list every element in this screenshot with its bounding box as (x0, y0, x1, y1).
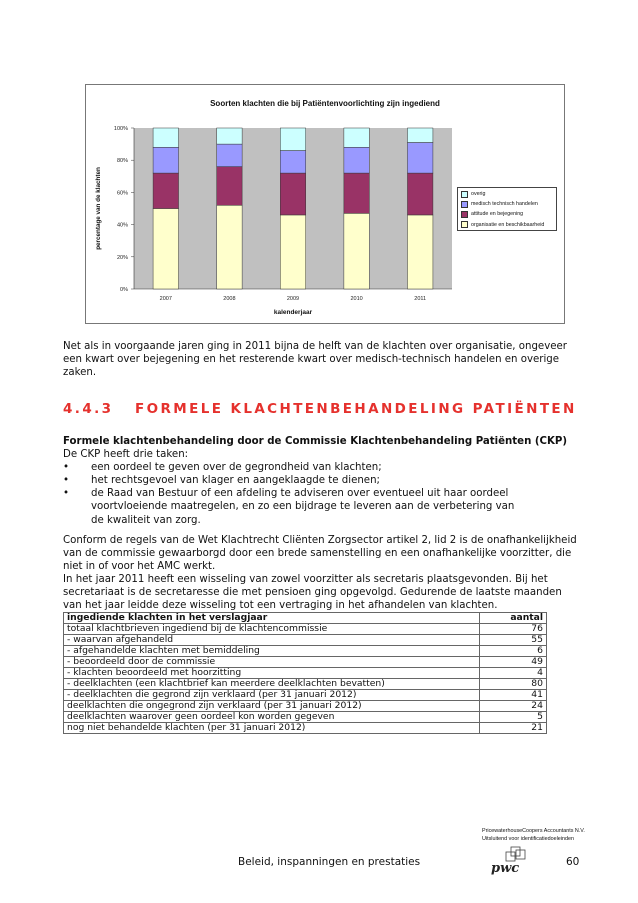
task-text: voortvloeiende maatregelen, en zo een bijdrage te leveren aan de verbetering van (91, 501, 515, 513)
row-count: 24 (480, 701, 547, 712)
y-tick-label: 100% (113, 126, 128, 132)
bullet-marker (63, 514, 91, 527)
table-row (64, 635, 547, 646)
row-label: totaal klachtbrieven ingediend bij de klachtencommissie (64, 624, 480, 635)
bullet-marker: • (63, 488, 70, 500)
independence-line: secretariaat is de secretaresse die met pensioen ging opgevolgd. Gedurende de laatste maanden (63, 587, 562, 599)
bar-segment (217, 167, 242, 206)
task-list-item (63, 514, 583, 527)
table-row (64, 723, 547, 734)
row-label: - klachten beoordeeld met hoorzitting (64, 668, 480, 679)
row-label: - waarvan afgehandeld (64, 635, 480, 646)
independence-line: van het jaar leidde deze wisseling tot een vertraging in het afhandelen van klachten. (63, 600, 498, 612)
ckp-subheading: Formele klachtenbehandeling door de Commissie Klachtenbehandeling Patiënten (CKP) (63, 436, 568, 447)
bar-segment (280, 128, 305, 151)
legend-label: overig (471, 191, 486, 198)
legend-label: medisch technisch handelen (471, 201, 538, 208)
bullet-marker: • (63, 475, 70, 487)
bar-segment (407, 215, 432, 289)
y-tick-label: 60% (116, 190, 128, 197)
table-row (64, 657, 547, 668)
legend-label: attitude en bejegening (471, 211, 524, 218)
table-row (64, 679, 547, 690)
legend-swatch (461, 221, 468, 228)
bar-segment (217, 205, 242, 289)
bar-segment (344, 128, 369, 147)
chart-title: Soorten klachten die bij Patiëntenvoorlichting zijn ingediend (210, 99, 440, 108)
bar-segment (280, 151, 305, 174)
section-heading (63, 401, 577, 417)
y-tick-label: 80% (116, 158, 128, 165)
y-axis-label: percentage van de klachten (95, 167, 102, 250)
page-footer-title: Beleid, inspanningen en prestaties (238, 856, 421, 868)
x-axis-label: kalenderjaar (273, 309, 313, 316)
legend-item (461, 189, 553, 199)
pwc-logo (489, 846, 531, 876)
table-row (64, 668, 547, 679)
task-text: de Raad van Bestuur of een afdeling te adviseren over eventueel uit haar oordeel (91, 488, 509, 500)
bar-segment (344, 173, 369, 213)
table-header-label: ingediende klachten in het verslagjaar (64, 613, 480, 624)
legend-label: organisatie en beschikbaarheid (471, 221, 545, 228)
row-count: 21 (480, 723, 547, 734)
bar-segment (217, 128, 242, 144)
x-tick-label: 2009 (286, 296, 300, 302)
summary-paragraph (63, 340, 583, 379)
bar-segment (153, 173, 178, 208)
table-header-row (64, 613, 547, 624)
x-tick-label: 2007 (159, 296, 172, 302)
bar-segment (153, 128, 178, 147)
legend-swatch (461, 191, 468, 198)
independence-line: In het jaar 2011 heeft een wisseling van zowel voorzitter als secretaris plaatsgevonden. Bij het (63, 574, 548, 586)
task-list-item (63, 461, 583, 474)
task-list (63, 461, 583, 526)
x-tick-label: 2010 (350, 296, 363, 302)
row-count: 55 (480, 635, 547, 646)
ckp-intro: De CKP heeft drie taken: (63, 449, 189, 461)
complaints-table (63, 612, 547, 734)
row-count: 76 (480, 624, 547, 635)
task-list-item (63, 474, 583, 487)
bar-segment (407, 128, 432, 142)
bar-segment (407, 142, 432, 173)
row-label: - deelklachten (een klachtbrief kan meerdere deelklachten bevatten) (64, 679, 480, 690)
row-count: 5 (480, 712, 547, 723)
chart-frame (85, 84, 565, 324)
bar-segment (344, 147, 369, 173)
auditor-stamp (482, 827, 585, 843)
independence-line: van de commissie gewaarborgd door een brede samenstelling en een onafhankelijke voorzitter, die (63, 548, 572, 560)
legend-item (461, 199, 553, 209)
task-text: de kwaliteit van zorg. (91, 514, 201, 526)
table-row (64, 701, 547, 712)
row-count: 4 (480, 668, 547, 679)
ckp-block (63, 435, 583, 527)
task-text: het rechtsgevoel van klager en aangeklaagde te dienen; (91, 475, 380, 487)
section-title: FORMELE KLACHTENBEHANDELING PATIËNTEN (135, 401, 577, 417)
row-count: 41 (480, 690, 547, 701)
table-row (64, 712, 547, 723)
task-list-item (63, 500, 583, 513)
x-tick-label: 2008 (223, 296, 236, 302)
task-text: een oordeel te geven over de gegrondheid van klachten; (91, 462, 382, 474)
y-tick-label: 0% (120, 287, 128, 293)
row-count: 6 (480, 646, 547, 657)
bar-segment (153, 147, 178, 173)
bullet-marker (63, 500, 91, 513)
bar-segment (344, 213, 369, 289)
summary-line: Net als in voorgaande jaren ging in 2011 bijna de helft van de klachten over organisatie, ongeveer (63, 341, 567, 352)
independence-line: Conform de regels van de Wet Klachtrecht Cliënten Zorgsector artikel 2, lid 2 is de onafhankelijkheid (63, 535, 577, 546)
auditor-name: PricewaterhouseCoopers Accountants N.V. (482, 828, 585, 834)
legend-item (461, 209, 553, 219)
row-label: - deelklachten die gegrond zijn verklaard (per 31 januari 2012) (64, 690, 480, 701)
table-row (64, 646, 547, 657)
row-label: - afgehandelde klachten met bemiddeling (64, 646, 480, 657)
y-tick-label: 40% (116, 222, 128, 229)
row-count: 49 (480, 657, 547, 668)
chart-legend (457, 187, 557, 231)
pwc-logo-text: pwc (491, 861, 520, 876)
bar-segment (407, 173, 432, 215)
row-label: deelklachten waarover geen oordeel kon worden gegeven (64, 712, 480, 723)
bar-segment (280, 215, 305, 289)
summary-line: een kwart over bejegening en het resterende kwart over medisch-technisch handelen en overige (63, 354, 560, 366)
row-label: - beoordeeld door de commissie (64, 657, 480, 668)
x-tick-label: 2011 (414, 296, 427, 302)
table-row (64, 624, 547, 635)
auditor-note: Uitsluitend voor identificatiedoeleinden (482, 836, 574, 842)
row-label: deelklachten die ongegrond zijn verklaard (per 31 januari 2012) (64, 701, 480, 712)
table-header-count: aantal (480, 613, 547, 624)
table-row (64, 690, 547, 701)
bar-segment (217, 144, 242, 167)
independence-paragraph (63, 534, 583, 613)
legend-swatch (461, 201, 468, 208)
section-number: 4.4.3 (63, 401, 114, 417)
independence-line: niet in of voor het AMC werkt. (63, 561, 216, 573)
row-label: nog niet behandelde klachten (per 31 januari 2012) (64, 723, 480, 734)
summary-line: zaken. (63, 367, 97, 379)
bullet-marker: • (63, 462, 70, 474)
y-tick-label: 20% (116, 254, 128, 261)
legend-swatch (461, 211, 468, 218)
row-count: 80 (480, 679, 547, 690)
bar-segment (280, 173, 305, 215)
page-number: 60 (566, 856, 580, 868)
bar-segment (153, 209, 178, 290)
task-list-item (63, 487, 583, 500)
legend-item (461, 220, 553, 230)
